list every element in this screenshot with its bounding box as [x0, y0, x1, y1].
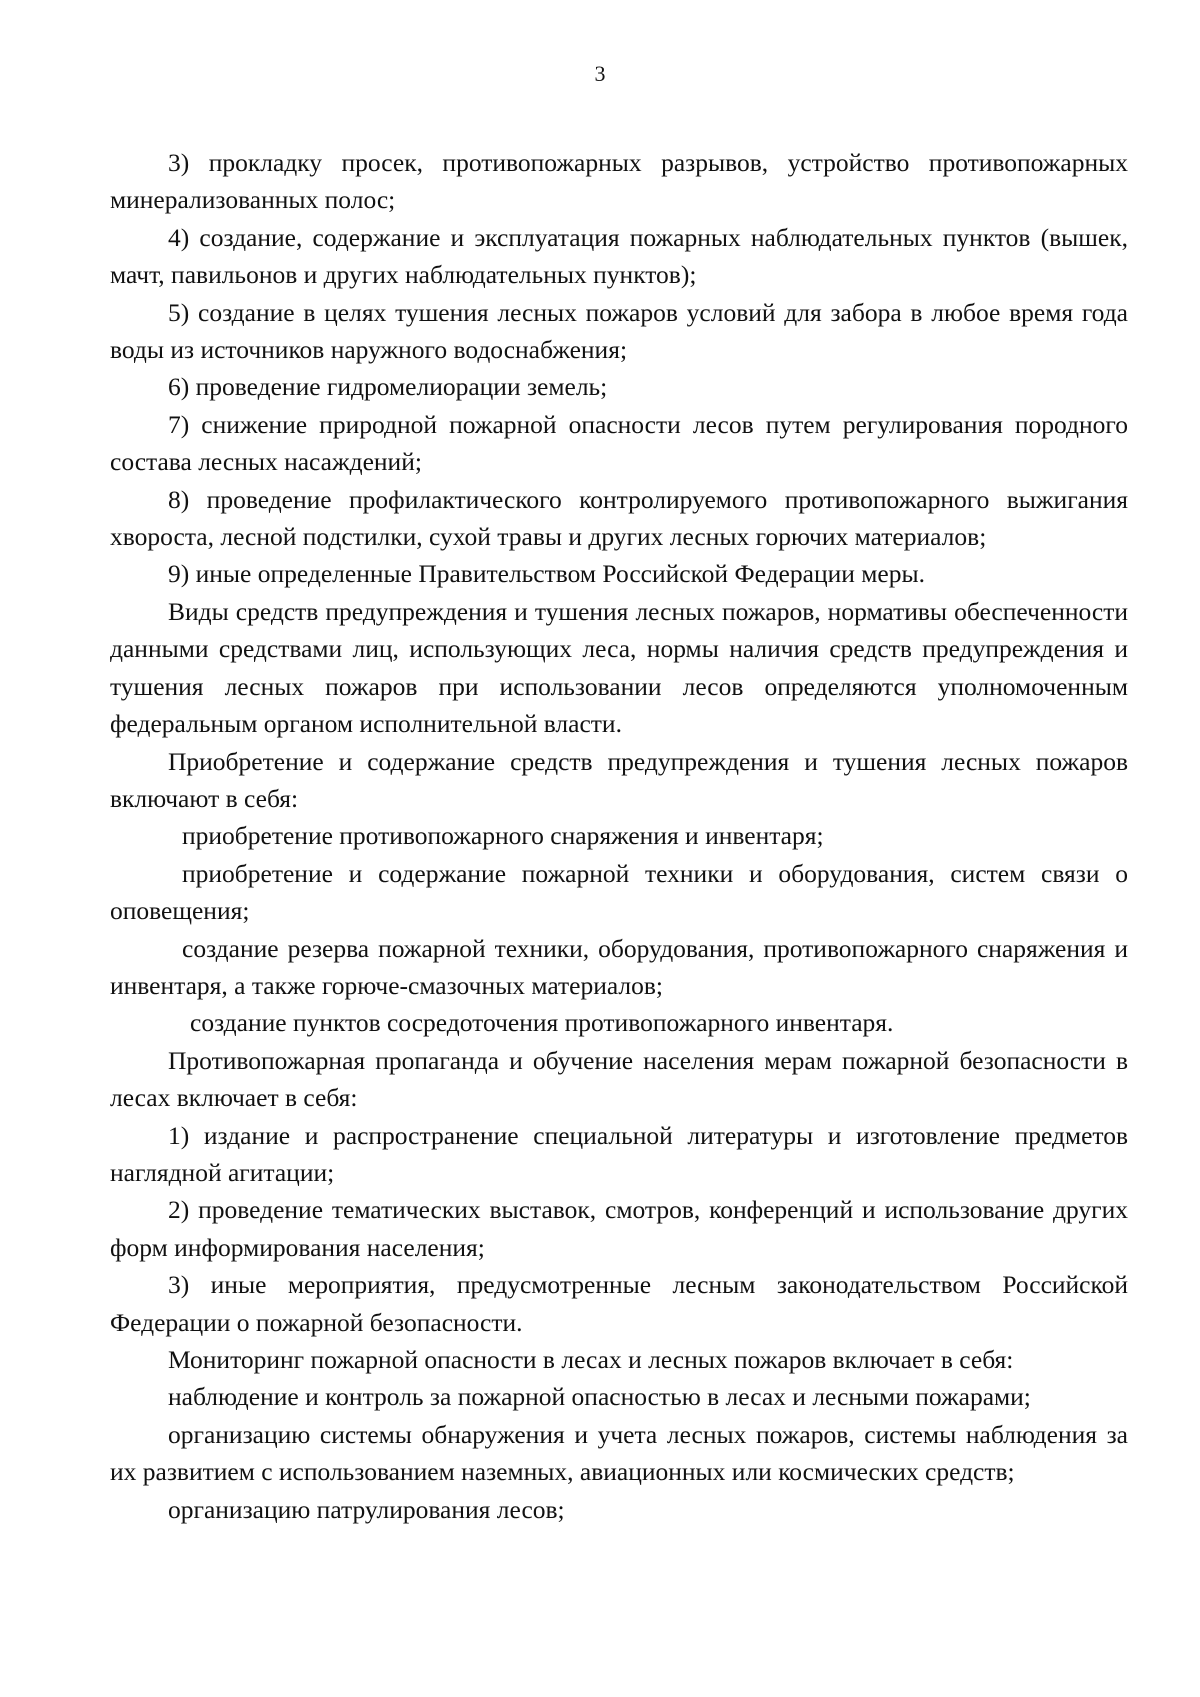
- paragraph: 3) иные мероприятия, предусмотренные лесным законодательством Российской Федерации о пожарной безопасности.: [110, 1270, 1128, 1337]
- paragraph: организацию системы обнаружения и учета лесных пожаров, системы наблюдения за их развитием с использованием наземных, авиационных или космических средств;: [110, 1419, 1128, 1487]
- paragraph: 2) проведение тематических выставок, смотров, конференций и использование других форм информирования населения;: [110, 1195, 1128, 1262]
- list-item: приобретение и содержание пожарной техники и оборудования, систем связи о оповещения;: [110, 858, 1128, 926]
- paragraph: 9) иные определенные Правительством Российской Федерации меры.: [168, 559, 925, 589]
- document-body: [110, 144, 1128, 1528]
- paragraph: 5) создание в целях тушения лесных пожаров условий для забора в любое время года воды из источников наружного водоснабжения;: [110, 297, 1128, 365]
- paragraph: 6) проведение гидромелиорации земель;: [168, 372, 608, 402]
- paragraph: Виды средств предупреждения и тушения лесных пожаров, нормативы обеспеченности данными средствами лиц, использующих леса, нормы наличия средств предупреждения и тушения лесных пожаров при использовании лесов определяются уполномоченным федеральным органом исполнительной власти.: [110, 596, 1128, 739]
- paragraph: Противопожарная пропаганда и обучение населения мерам пожарной безопасности в лесах включает в себя:: [110, 1045, 1128, 1113]
- page-number: 3: [594, 61, 606, 86]
- paragraph: 4) создание, содержание и эксплуатация пожарных наблюдательных пунктов (вышек, мачт, павильонов и других наблюдательных пунктов);: [110, 222, 1128, 290]
- paragraph: Приобретение и содержание средств предупреждения и тушения лесных пожаров включают в себя:: [110, 746, 1128, 813]
- list-item: создание резерва пожарной техники, оборудования, противопожарного снаряжения и инвентаря, а также горюче-смазочных материалов;: [110, 933, 1128, 1000]
- paragraph: 1) издание и распространение специальной литературы и изготовление предметов наглядной агитации;: [110, 1120, 1128, 1187]
- paragraph: 7) снижение природной пожарной опасности лесов путем регулирования породного состава лесных насаждений;: [110, 409, 1128, 477]
- paragraph: организацию патрулирования лесов;: [168, 1494, 565, 1524]
- paragraph: Мониторинг пожарной опасности в лесах и лесных пожаров включает в себя:: [168, 1345, 1014, 1374]
- paragraph: 3) прокладку просек, противопожарных разрывов, устройство противопожарных минерализованных полос;: [110, 148, 1128, 215]
- list-item: приобретение противопожарного снаряжения и инвентаря;: [182, 821, 824, 851]
- list-item: создание пунктов сосредоточения противопожарного инвентаря.: [190, 1008, 894, 1038]
- paragraph: наблюдение и контроль за пожарной опасностью в лесах и лесными пожарами;: [168, 1382, 1031, 1412]
- paragraph: 8) проведение профилактического контролируемого противопожарного выжигания хвороста, лесной подстилки, сухой травы и других лесных горючих материалов;: [110, 484, 1128, 552]
